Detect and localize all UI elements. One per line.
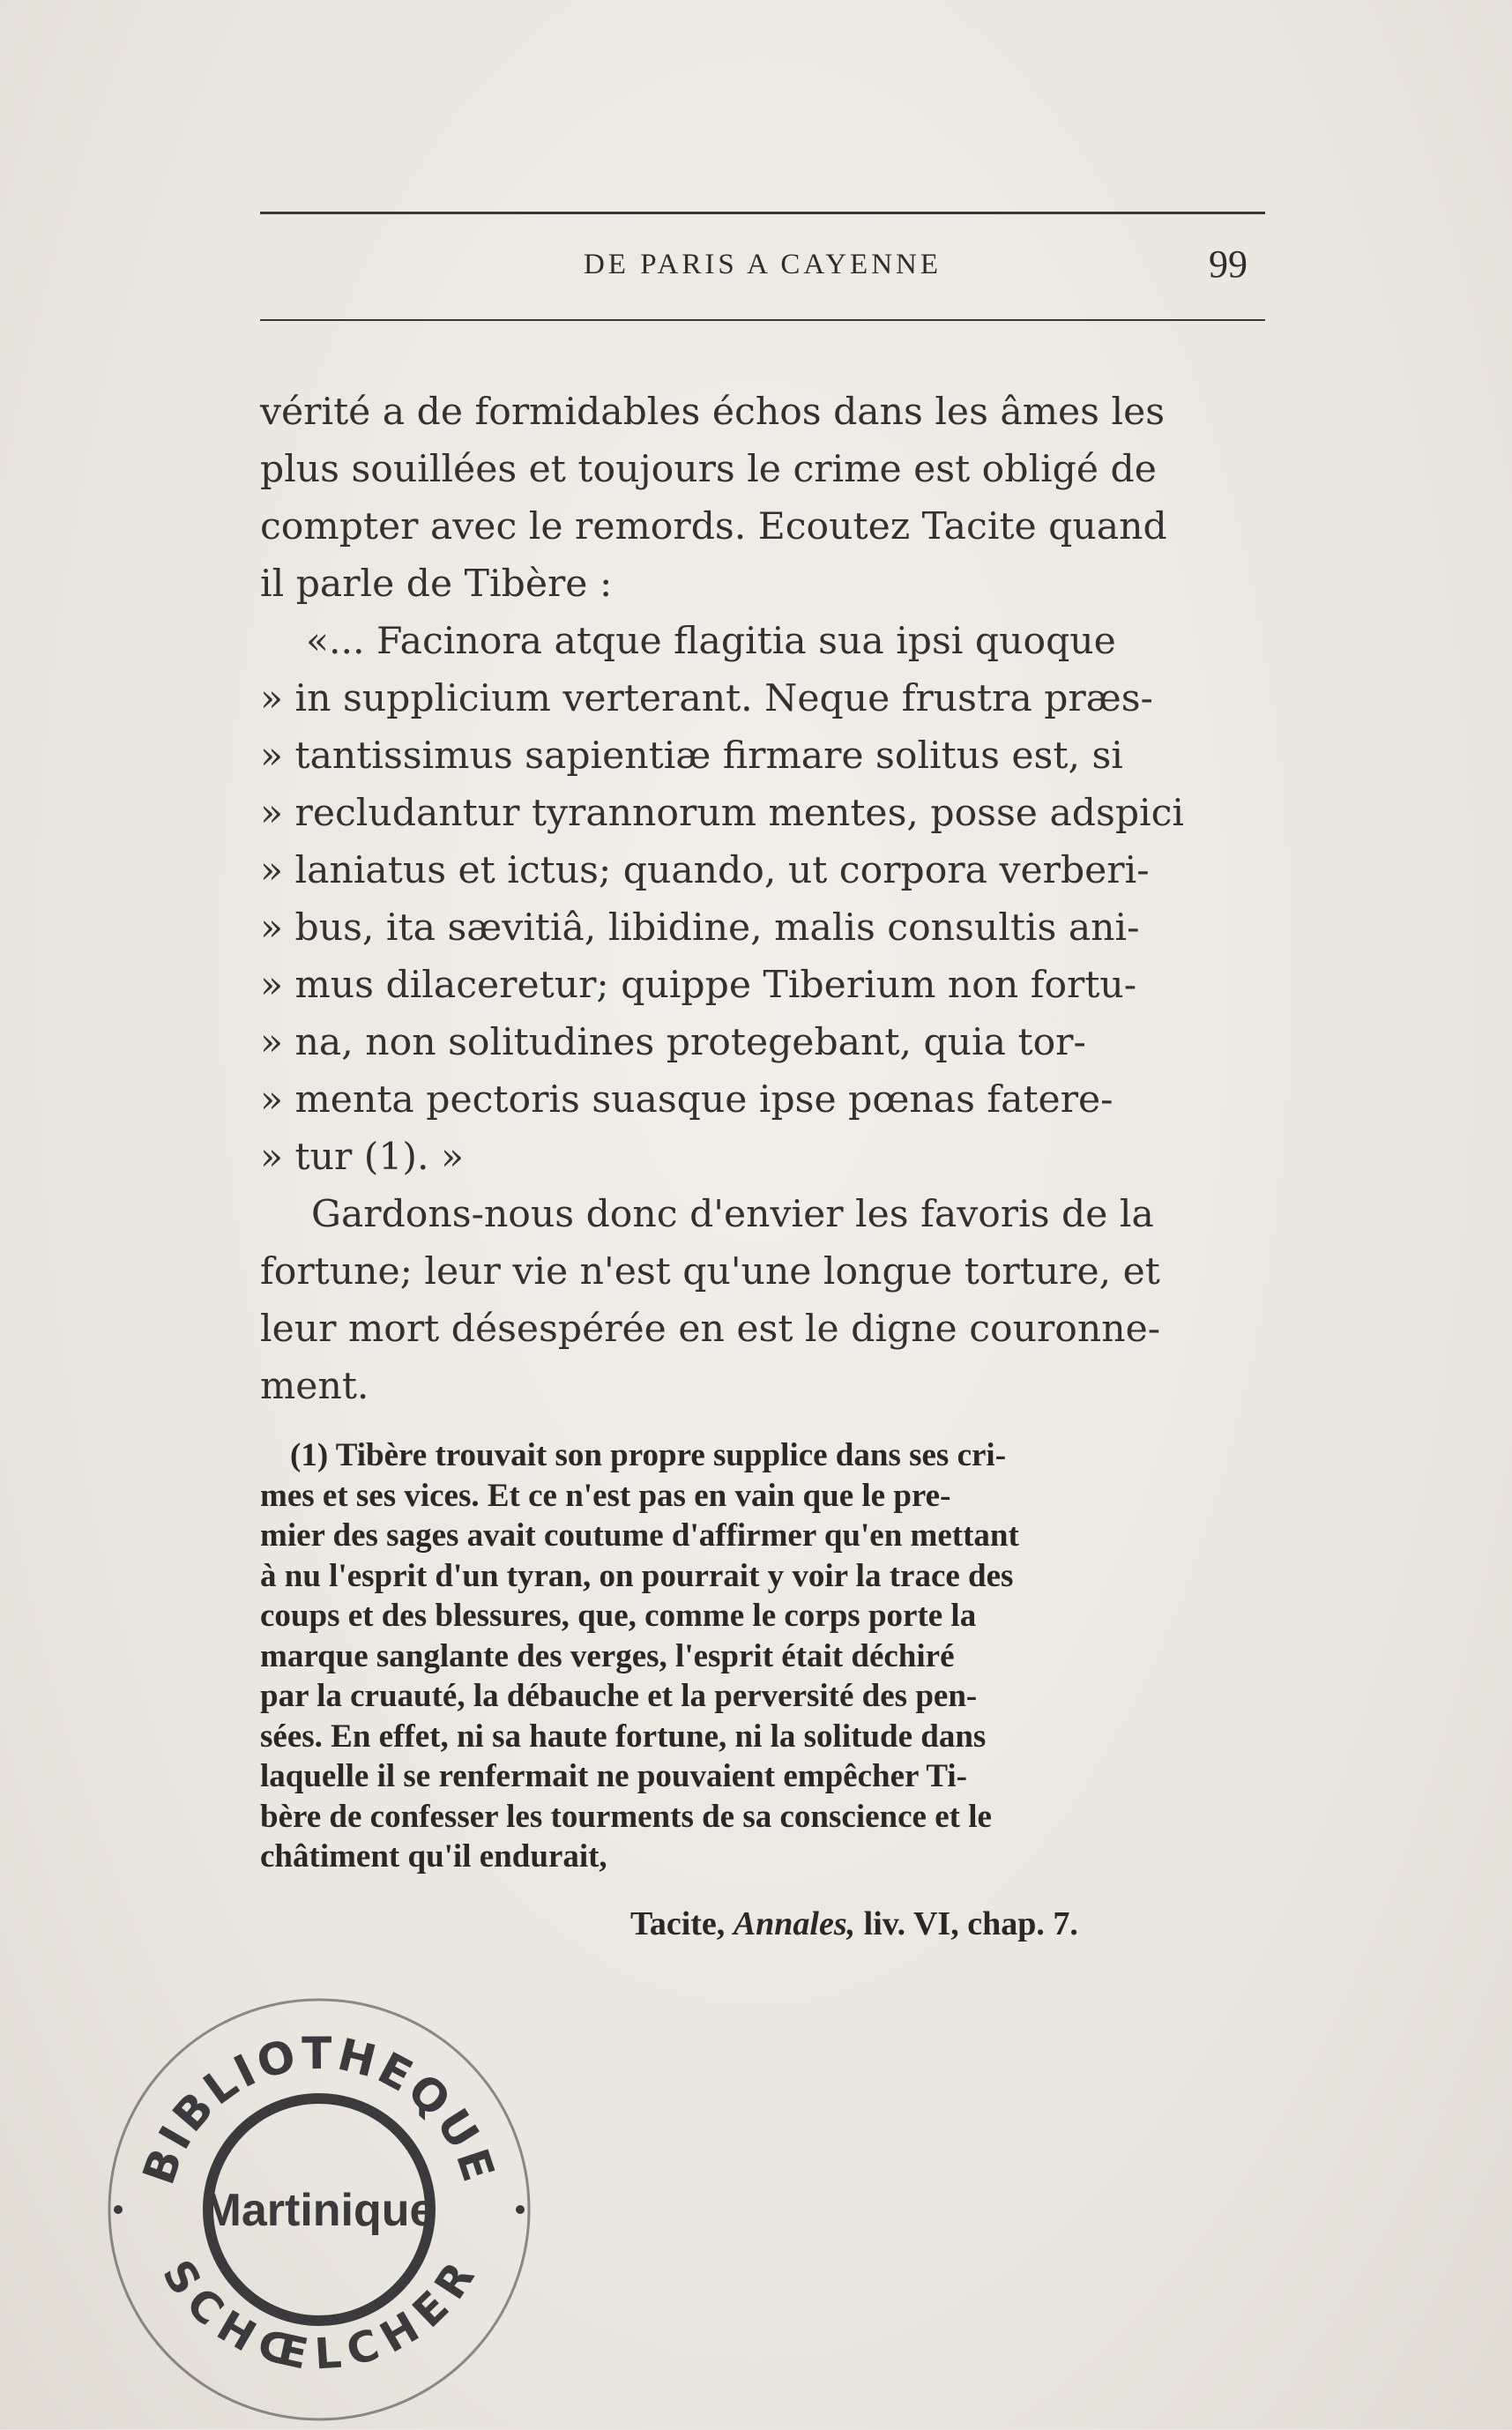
quote-line: » mus dilaceretur; quippe Tiberium non fortu-	[260, 964, 1137, 1007]
quote-line: » tur (1). »	[260, 1136, 465, 1179]
running-head	[260, 242, 1265, 293]
footnote-line: coups et des blessures, que, comme le corps porte la	[260, 1598, 977, 1634]
quote-line: » menta pectoris suasque ipse pœnas fatere-	[260, 1078, 1114, 1122]
footnote-line: à nu l'esprit d'un tyran, on pourrait y voir la trace des	[260, 1557, 1014, 1594]
citation-work: Annales,	[733, 1905, 856, 1942]
footnote-line: (1) Tibère trouvait son propre supplice dans ses cri-	[290, 1437, 1007, 1473]
quote-line: » na, non solitudines protegebant, quia tor-	[260, 1021, 1086, 1064]
stamp-bottom-text: SCHŒLCHER	[152, 2251, 487, 2381]
header-rule-bottom	[260, 319, 1265, 321]
stamp-top-text: BIBLIOTHEQUE	[132, 2027, 506, 2191]
citation-author: Tacite,	[630, 1905, 726, 1942]
text-line: Gardons-nous donc d'envier les favoris de la	[311, 1193, 1154, 1236]
citation-reference: liv. VI, chap. 7.	[863, 1905, 1078, 1942]
text-line: il parle de Tibère :	[260, 563, 613, 606]
quote-line: » in supplicium verterant. Neque frustra præs-	[260, 677, 1153, 720]
stamp-dot-right	[516, 2205, 525, 2214]
quote-line: » recludantur tyrannorum mentes, posse adspici	[260, 792, 1185, 835]
footnote-citation	[630, 1904, 1078, 1943]
quote-line: » tantissimus sapientiæ firmare solitus est, si	[260, 734, 1123, 778]
quote-line: » laniatus et ictus; quando, ut corpora verberi-	[260, 849, 1150, 892]
running-title: DE PARIS A CAYENNE	[583, 249, 942, 280]
body-text	[260, 384, 1274, 1415]
page-number: 99	[1209, 242, 1248, 286]
footnote-line: châtiment qu'il endurait,	[260, 1838, 607, 1875]
stamp-dot-left	[114, 2205, 123, 2214]
stamp-center-text: Martinique	[203, 2185, 436, 2236]
footnote-line: mier des sages avait coutume d'affirmer qu'en mettant	[260, 1517, 1019, 1554]
library-stamp	[72, 1936, 566, 2430]
header-rule-top	[260, 212, 1265, 214]
text-line: plus souillées et toujours le crime est obligé de	[260, 448, 1157, 491]
text-line: leur mort désespérée en est le digne couronne-	[260, 1308, 1161, 1351]
footnote	[260, 1435, 1274, 1877]
footnote-line: bère de confesser les tourments de sa conscience et le	[260, 1798, 992, 1835]
footnote-line: mes et ses vices. Et ce n'est pas en vain que le pre-	[260, 1477, 951, 1514]
footnote-line: par la cruauté, la débauche et la perversité des pen-	[260, 1678, 978, 1714]
text-line: fortune; leur vie n'est qu'une longue torture, et	[260, 1250, 1160, 1293]
text-line: vérité a de formidables échos dans les âmes les	[260, 391, 1166, 434]
text-line: ment.	[260, 1365, 369, 1408]
quote-line: «... Facinora atque flagitia sua ipsi quoque	[306, 620, 1116, 663]
footnote-line: marque sanglante des verges, l'esprit était déchiré	[260, 1637, 955, 1674]
footnote-line: sées. En effet, ni sa haute fortune, ni la solitude dans	[260, 1718, 987, 1755]
quote-line: » bus, ita sævitiâ, libidine, malis consultis ani-	[260, 906, 1140, 950]
text-line: compter avec le remords. Ecoutez Tacite quand	[260, 505, 1167, 548]
footnote-line: laquelle il se renfermait ne pouvaient empêcher Ti-	[260, 1758, 967, 1794]
